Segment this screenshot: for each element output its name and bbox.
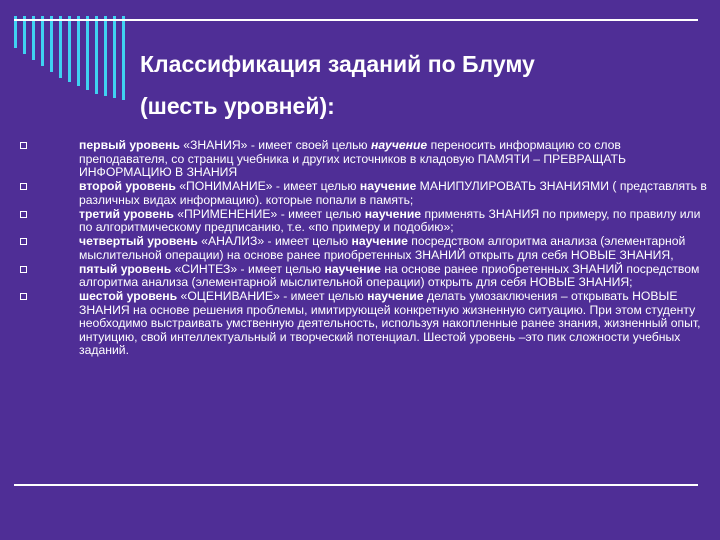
level-desc-start: «АНАЛИЗ» - имеет целью (197, 234, 352, 248)
level-name: второй уровень (79, 179, 176, 193)
level-verb: научение (367, 289, 424, 303)
level-verb: научение (351, 234, 408, 248)
level-desc-end: переносить информацию со слов преподавателя, со страниц учебника и других источников в кладовую ПАМЯТИ – ПРЕВРАЩАТЬ ИНФОРМАЦИЮ В ЗНАНИЯ (79, 138, 626, 179)
square-bullet-icon (20, 293, 27, 300)
level-name: первый уровень (79, 138, 180, 152)
level-desc-end: на основе ранее приобретенных ЗНАНИЙ посредством алгоритма анализа (элементарной мыслительной операции) открыть для себя НОВЫЕ ЗНАНИЯ; (79, 261, 700, 289)
level-desc-start: «ПРИМЕНЕНИЕ» - имеет целью (173, 206, 365, 221)
level-desc-end: применять ЗНАНИЯ по примеру, по правилу или по алгоритмическому предписанию, т.е. «по примеру и подобию»; (79, 206, 701, 234)
decorative-bars (14, 16, 130, 100)
level-name: третий уровень (79, 206, 174, 221)
square-bullet-icon (20, 183, 27, 190)
level-verb: научение (359, 179, 417, 193)
level-verb: научение (364, 206, 422, 221)
square-bullet-icon (20, 238, 27, 245)
level-verb: научение (324, 261, 381, 276)
title-line-1: Классификация заданий по Блуму (140, 51, 535, 77)
level-desc-start: «ОЦЕНИВАНИЕ» - имеет целью (177, 289, 368, 303)
level-name: пятый уровень (79, 261, 172, 276)
level-verb: научение (370, 138, 428, 152)
level-name: четвертый уровень (79, 234, 198, 248)
level-desc-start: «ПОНИМАНИЕ» - имеет целью (175, 179, 360, 193)
square-bullet-icon (20, 266, 27, 273)
list-item-level-4 (20, 235, 710, 262)
list-item-level-1 (20, 139, 710, 180)
top-divider (14, 19, 698, 21)
levels-list (20, 139, 710, 358)
level-desc-start: «ЗНАНИЯ» - имеет своей целью (179, 138, 371, 152)
level-desc-end: делать умозаключения – открывать НОВЫЕ ЗНАНИЯ на основе решения проблемы, имитирующей конкретную жизненную ситуацию. При этом студенту необходимо выстраивать умственную деятельность, используя накопленные ранее знания, жизненный опыт, интуицию, свой интеллектуальный и творческий потенциал. Шестой уровень –это пик сложности учебных заданий. (79, 289, 701, 357)
bottom-divider (14, 484, 698, 486)
title-line-2: (шесть уровней): (140, 93, 335, 119)
level-desc-end: посредством алгоритма анализа (элементарной мыслительной операции) на основе ранее приобретенных ЗНАНИЙ открыть для себя НОВЫЕ ЗНАНИЯ, (79, 234, 686, 262)
list-item-level-2 (20, 180, 710, 207)
level-name: шестой уровень (79, 289, 178, 303)
level-desc-end: МАНИПУЛИРОВАТЬ ЗНАНИЯМИ ( представлять в различных видах информацию). которые попали в память; (79, 179, 707, 207)
square-bullet-icon (20, 142, 27, 149)
list-item-level-6 (20, 290, 710, 358)
list-item-level-5 (20, 263, 710, 290)
level-desc-start: «СИНТЕЗ» - имеет целью (171, 261, 325, 276)
square-bullet-icon (20, 211, 27, 218)
list-item-level-3 (20, 208, 710, 235)
